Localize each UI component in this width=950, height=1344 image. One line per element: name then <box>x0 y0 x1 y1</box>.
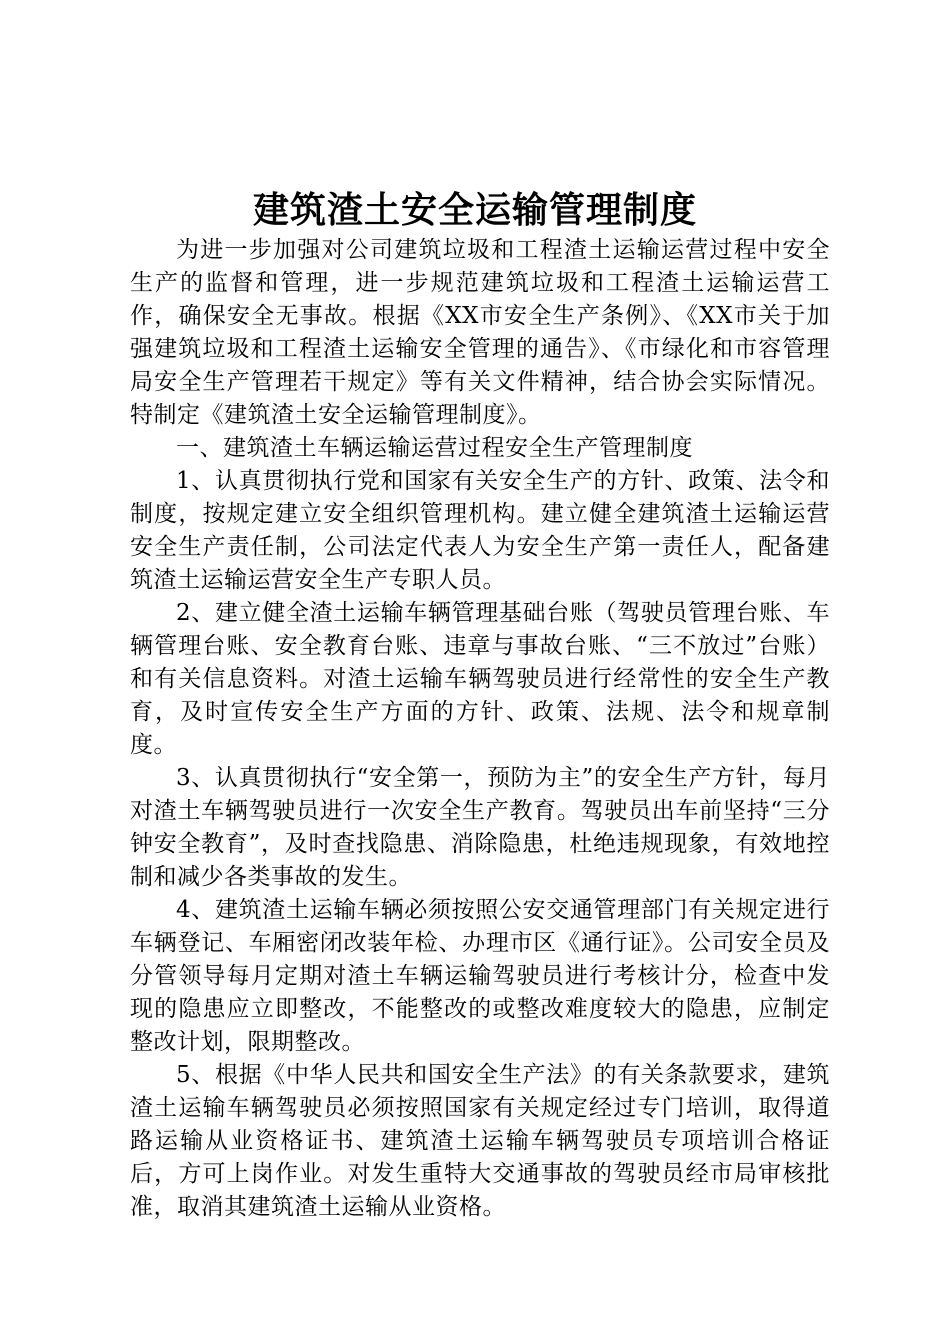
paragraph-item-4: 4、建筑渣土运输车辆必须按照公安交通管理部门有关规定进行车辆登记、车厢密闭改装年检、办理市区《通行证》。公司安全员及分管领导每月定期对渣土车辆运输驾驶员进行考核计分，检查中发现的隐患应立即整改，不能整改的或整改难度较大的隐患，应制定整改计划，限期整改。 <box>130 897 830 1055</box>
document-title: 建筑渣土安全运输管理制度 <box>252 189 697 231</box>
paragraph-item-3: 3、认真贯彻执行“安全第一，预防为主”的安全生产方针，每月对渣土车辆驾驶员进行一次安全生产教育。驾驶员出车前坚持“三分钟安全教育”，及时查找隐患、消除隐患，杜绝违规现象，有效地控制和减少各类事故的发生。 <box>130 765 830 890</box>
paragraph-item-5: 5、根据《中华人民共和国安全生产法》的有关条款要求，建筑渣土运输车辆驾驶员必须按照国家有关规定经过专门培训，取得道路运输从业资格证书、建筑渣土运输车辆驾驶员专项培训合格证后，方可上岗作业。对发生重特大交通事故的驾驶员经市局审核批准，取消其建筑渣土运输从业资格。 <box>130 1062 830 1220</box>
paragraph-item-1: 1、认真贯彻执行党和国家有关安全生产的方针、政策、法令和制度，按规定建立安全组织管理机构。建立健全建筑渣土运输运营安全生产责任制，公司法定代表人为安全生产第一责任人，配备建筑渣土运输运营安全生产专职人员。 <box>130 468 830 593</box>
document-body <box>130 234 830 1224</box>
paragraph-item-2: 2、建立健全渣土运输车辆管理基础台账（驾驶员管理台账、车辆管理台账、安全教育台账、违章与事故台账、“三不放过”台账）和有关信息资料。对渣土运输车辆驾驶员进行经常性的安全生产教育，及时宣传安全生产方面的方针、政策、法规、法令和规章制度。 <box>130 600 830 758</box>
section-heading-1: 一、建筑渣土车辆运输运营过程安全生产管理制度 <box>176 435 693 461</box>
paragraph-intro: 为进一步加强对公司建筑垃圾和工程渣土运输运营过程中安全生产的监督和管理，进一步规范建筑垃圾和工程渣土运输运营工作，确保安全无事故。根据《XX市安全生产条例》、《XX市关于加强建筑垃圾和工程渣土运输安全管理的通告》、《市绿化和市容管理局安全生产管理若干规定》等有关文件精神，结合协会实际情况。特制定《建筑渣土安全运输管理制度》。 <box>130 237 830 428</box>
